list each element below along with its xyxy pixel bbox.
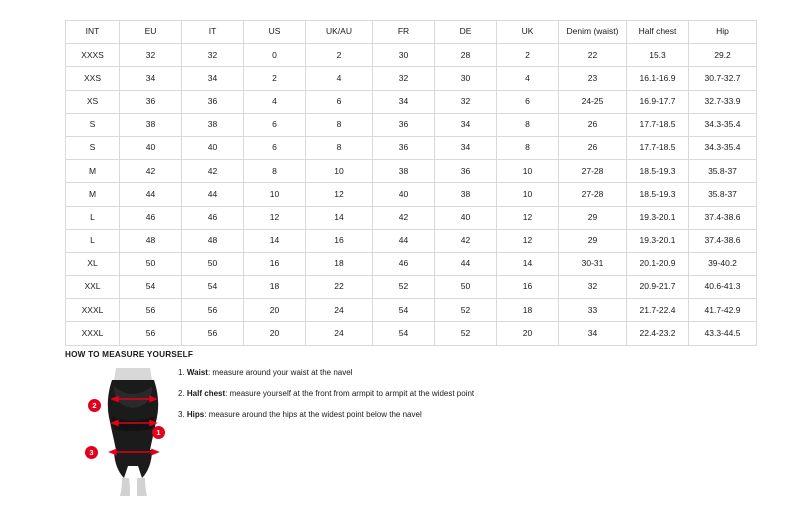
cell-denim-waist: 23 (559, 67, 627, 90)
cell-fr: 54 (373, 299, 435, 322)
cell-half-chest: 18.5-19.3 (627, 183, 689, 206)
cell-uk-au: 16 (306, 229, 373, 252)
cell-int: L (66, 206, 120, 229)
cell-int: M (66, 160, 120, 183)
cell-fr: 46 (373, 252, 435, 275)
cell-us: 10 (244, 183, 306, 206)
cell-uk-au: 12 (306, 183, 373, 206)
cell-half-chest: 22.4-23.2 (627, 322, 689, 345)
cell-de: 28 (435, 44, 497, 67)
instruction-number: 1. (178, 368, 185, 377)
cell-uk-au: 10 (306, 160, 373, 183)
cell-int: M (66, 183, 120, 206)
cell-int: XL (66, 252, 120, 275)
cell-de: 34 (435, 136, 497, 159)
cell-hip: 34.3-35.4 (689, 113, 757, 136)
column-header-hip: Hip (689, 21, 757, 44)
cell-uk: 10 (497, 183, 559, 206)
cell-uk: 2 (497, 44, 559, 67)
table-row (66, 44, 757, 67)
cell-de: 50 (435, 276, 497, 299)
cell-uk: 4 (497, 67, 559, 90)
cell-half-chest: 17.7-18.5 (627, 113, 689, 136)
cell-de: 34 (435, 113, 497, 136)
table-row (66, 160, 757, 183)
cell-eu: 36 (120, 90, 182, 113)
table-row (66, 299, 757, 322)
cell-eu: 50 (120, 252, 182, 275)
cell-uk-au: 4 (306, 67, 373, 90)
figure-marker-1: 1 (152, 426, 165, 439)
column-header-fr: FR (373, 21, 435, 44)
column-header-denim-waist: Denim (waist) (559, 21, 627, 44)
cell-uk-au: 14 (306, 206, 373, 229)
cell-int: S (66, 113, 120, 136)
column-header-int: INT (66, 21, 120, 44)
instruction-number: 2. (178, 389, 185, 398)
cell-int: XXXS (66, 44, 120, 67)
cell-hip: 37.4-38.6 (689, 206, 757, 229)
cell-de: 30 (435, 67, 497, 90)
mannequin-illustration (78, 366, 188, 496)
cell-it: 56 (182, 299, 244, 322)
cell-it: 50 (182, 252, 244, 275)
table-row (66, 229, 757, 252)
cell-us: 20 (244, 299, 306, 322)
cell-denim-waist: 32 (559, 276, 627, 299)
cell-half-chest: 15.3 (627, 44, 689, 67)
cell-eu: 38 (120, 113, 182, 136)
size-chart-table (65, 20, 757, 346)
cell-denim-waist: 29 (559, 206, 627, 229)
cell-fr: 52 (373, 276, 435, 299)
cell-uk: 14 (497, 252, 559, 275)
column-header-eu: EU (120, 21, 182, 44)
cell-us: 6 (244, 136, 306, 159)
cell-de: 42 (435, 229, 497, 252)
cell-denim-waist: 29 (559, 229, 627, 252)
cell-us: 2 (244, 67, 306, 90)
cell-it: 34 (182, 67, 244, 90)
table-row (66, 322, 757, 345)
cell-hip: 43.3-44.5 (689, 322, 757, 345)
cell-eu: 56 (120, 299, 182, 322)
cell-us: 16 (244, 252, 306, 275)
cell-uk: 6 (497, 90, 559, 113)
cell-us: 12 (244, 206, 306, 229)
cell-half-chest: 16.1-16.9 (627, 67, 689, 90)
instruction-term: Half chest (186, 389, 226, 398)
table-row (66, 206, 757, 229)
cell-int: S (66, 136, 120, 159)
cell-us: 14 (244, 229, 306, 252)
cell-hip: 40.6-41.3 (689, 276, 757, 299)
cell-eu: 56 (120, 322, 182, 345)
table-row (66, 67, 757, 90)
cell-eu: 32 (120, 44, 182, 67)
cell-denim-waist: 24-25 (559, 90, 627, 113)
instruction-text: : measure yourself at the front from armpit to armpit at the widest point (225, 389, 475, 398)
cell-fr: 30 (373, 44, 435, 67)
table-row (66, 90, 757, 113)
column-header-half-chest: Half chest (627, 21, 689, 44)
table-row (66, 276, 757, 299)
cell-denim-waist: 27-28 (559, 160, 627, 183)
cell-hip: 35.8-37 (689, 183, 757, 206)
column-header-us: US (244, 21, 306, 44)
cell-hip: 34.3-35.4 (689, 136, 757, 159)
table-row (66, 183, 757, 206)
cell-de: 52 (435, 322, 497, 345)
cell-denim-waist: 26 (559, 113, 627, 136)
cell-uk: 10 (497, 160, 559, 183)
cell-hip: 35.8-37 (689, 160, 757, 183)
cell-it: 32 (182, 44, 244, 67)
cell-de: 36 (435, 160, 497, 183)
cell-us: 8 (244, 160, 306, 183)
cell-uk: 12 (497, 229, 559, 252)
size-chart-table-wrapper (65, 20, 741, 346)
cell-fr: 34 (373, 90, 435, 113)
cell-uk-au: 8 (306, 136, 373, 159)
cell-us: 0 (244, 44, 306, 67)
table-row (66, 252, 757, 275)
table-row (66, 136, 757, 159)
cell-fr: 32 (373, 67, 435, 90)
cell-uk-au: 24 (306, 322, 373, 345)
cell-eu: 54 (120, 276, 182, 299)
cell-int: L (66, 229, 120, 252)
cell-eu: 44 (120, 183, 182, 206)
cell-denim-waist: 30-31 (559, 252, 627, 275)
how-to-measure-heading: HOW TO MEASURE YOURSELF (65, 350, 194, 359)
cell-half-chest: 21.7-22.4 (627, 299, 689, 322)
cell-us: 18 (244, 276, 306, 299)
cell-fr: 54 (373, 322, 435, 345)
cell-half-chest: 19.3-20.1 (627, 206, 689, 229)
instruction-hips (178, 410, 598, 420)
cell-int: XXL (66, 276, 120, 299)
instruction-term: Hips (186, 410, 205, 419)
cell-it: 56 (182, 322, 244, 345)
cell-half-chest: 19.3-20.1 (627, 229, 689, 252)
cell-uk: 8 (497, 136, 559, 159)
cell-uk-au: 24 (306, 299, 373, 322)
cell-denim-waist: 33 (559, 299, 627, 322)
cell-eu: 34 (120, 67, 182, 90)
cell-fr: 36 (373, 136, 435, 159)
cell-fr: 36 (373, 113, 435, 136)
cell-eu: 48 (120, 229, 182, 252)
cell-half-chest: 17.7-18.5 (627, 136, 689, 159)
cell-it: 38 (182, 113, 244, 136)
cell-hip: 29.2 (689, 44, 757, 67)
cell-uk: 8 (497, 113, 559, 136)
instruction-term: Waist (186, 368, 208, 377)
cell-half-chest: 20.9-21.7 (627, 276, 689, 299)
column-header-de: DE (435, 21, 497, 44)
cell-uk-au: 22 (306, 276, 373, 299)
figure-marker-2: 2 (88, 399, 101, 412)
cell-it: 40 (182, 136, 244, 159)
cell-de: 40 (435, 206, 497, 229)
cell-half-chest: 16.9-17.7 (627, 90, 689, 113)
cell-hip: 39-40.2 (689, 252, 757, 275)
measure-instructions (178, 368, 598, 431)
cell-half-chest: 20.1-20.9 (627, 252, 689, 275)
cell-it: 54 (182, 276, 244, 299)
cell-de: 38 (435, 183, 497, 206)
cell-denim-waist: 22 (559, 44, 627, 67)
figure-marker-3: 3 (85, 446, 98, 459)
cell-uk: 16 (497, 276, 559, 299)
instruction-number: 3. (178, 410, 185, 419)
cell-int: XS (66, 90, 120, 113)
cell-it: 44 (182, 183, 244, 206)
cell-hip: 32.7-33.9 (689, 90, 757, 113)
cell-fr: 40 (373, 183, 435, 206)
column-header-it: IT (182, 21, 244, 44)
cell-hip: 30.7-32.7 (689, 67, 757, 90)
cell-it: 42 (182, 160, 244, 183)
cell-uk: 12 (497, 206, 559, 229)
cell-denim-waist: 26 (559, 136, 627, 159)
cell-fr: 38 (373, 160, 435, 183)
cell-fr: 44 (373, 229, 435, 252)
cell-it: 48 (182, 229, 244, 252)
cell-uk-au: 6 (306, 90, 373, 113)
cell-de: 44 (435, 252, 497, 275)
cell-de: 32 (435, 90, 497, 113)
cell-eu: 42 (120, 160, 182, 183)
cell-it: 36 (182, 90, 244, 113)
instruction-waist (178, 368, 598, 378)
cell-int: XXXL (66, 299, 120, 322)
column-header-uk-au: UK/AU (306, 21, 373, 44)
cell-uk-au: 2 (306, 44, 373, 67)
cell-eu: 40 (120, 136, 182, 159)
cell-us: 6 (244, 113, 306, 136)
cell-eu: 46 (120, 206, 182, 229)
cell-int: XXS (66, 67, 120, 90)
cell-uk-au: 18 (306, 252, 373, 275)
cell-hip: 37.4-38.6 (689, 229, 757, 252)
cell-de: 52 (435, 299, 497, 322)
cell-hip: 41.7-42.9 (689, 299, 757, 322)
table-header-row (66, 21, 757, 44)
cell-us: 4 (244, 90, 306, 113)
instruction-text: : measure around the hips at the widest point below the navel (204, 410, 422, 419)
table-row (66, 113, 757, 136)
cell-us: 20 (244, 322, 306, 345)
cell-half-chest: 18.5-19.3 (627, 160, 689, 183)
cell-it: 46 (182, 206, 244, 229)
cell-int: XXXL (66, 322, 120, 345)
cell-denim-waist: 27-28 (559, 183, 627, 206)
cell-denim-waist: 34 (559, 322, 627, 345)
column-header-uk: UK (497, 21, 559, 44)
cell-uk: 20 (497, 322, 559, 345)
instruction-half-chest (178, 389, 598, 399)
cell-uk-au: 8 (306, 113, 373, 136)
instruction-text: : measure around your waist at the navel (207, 368, 353, 377)
cell-uk: 18 (497, 299, 559, 322)
cell-fr: 42 (373, 206, 435, 229)
